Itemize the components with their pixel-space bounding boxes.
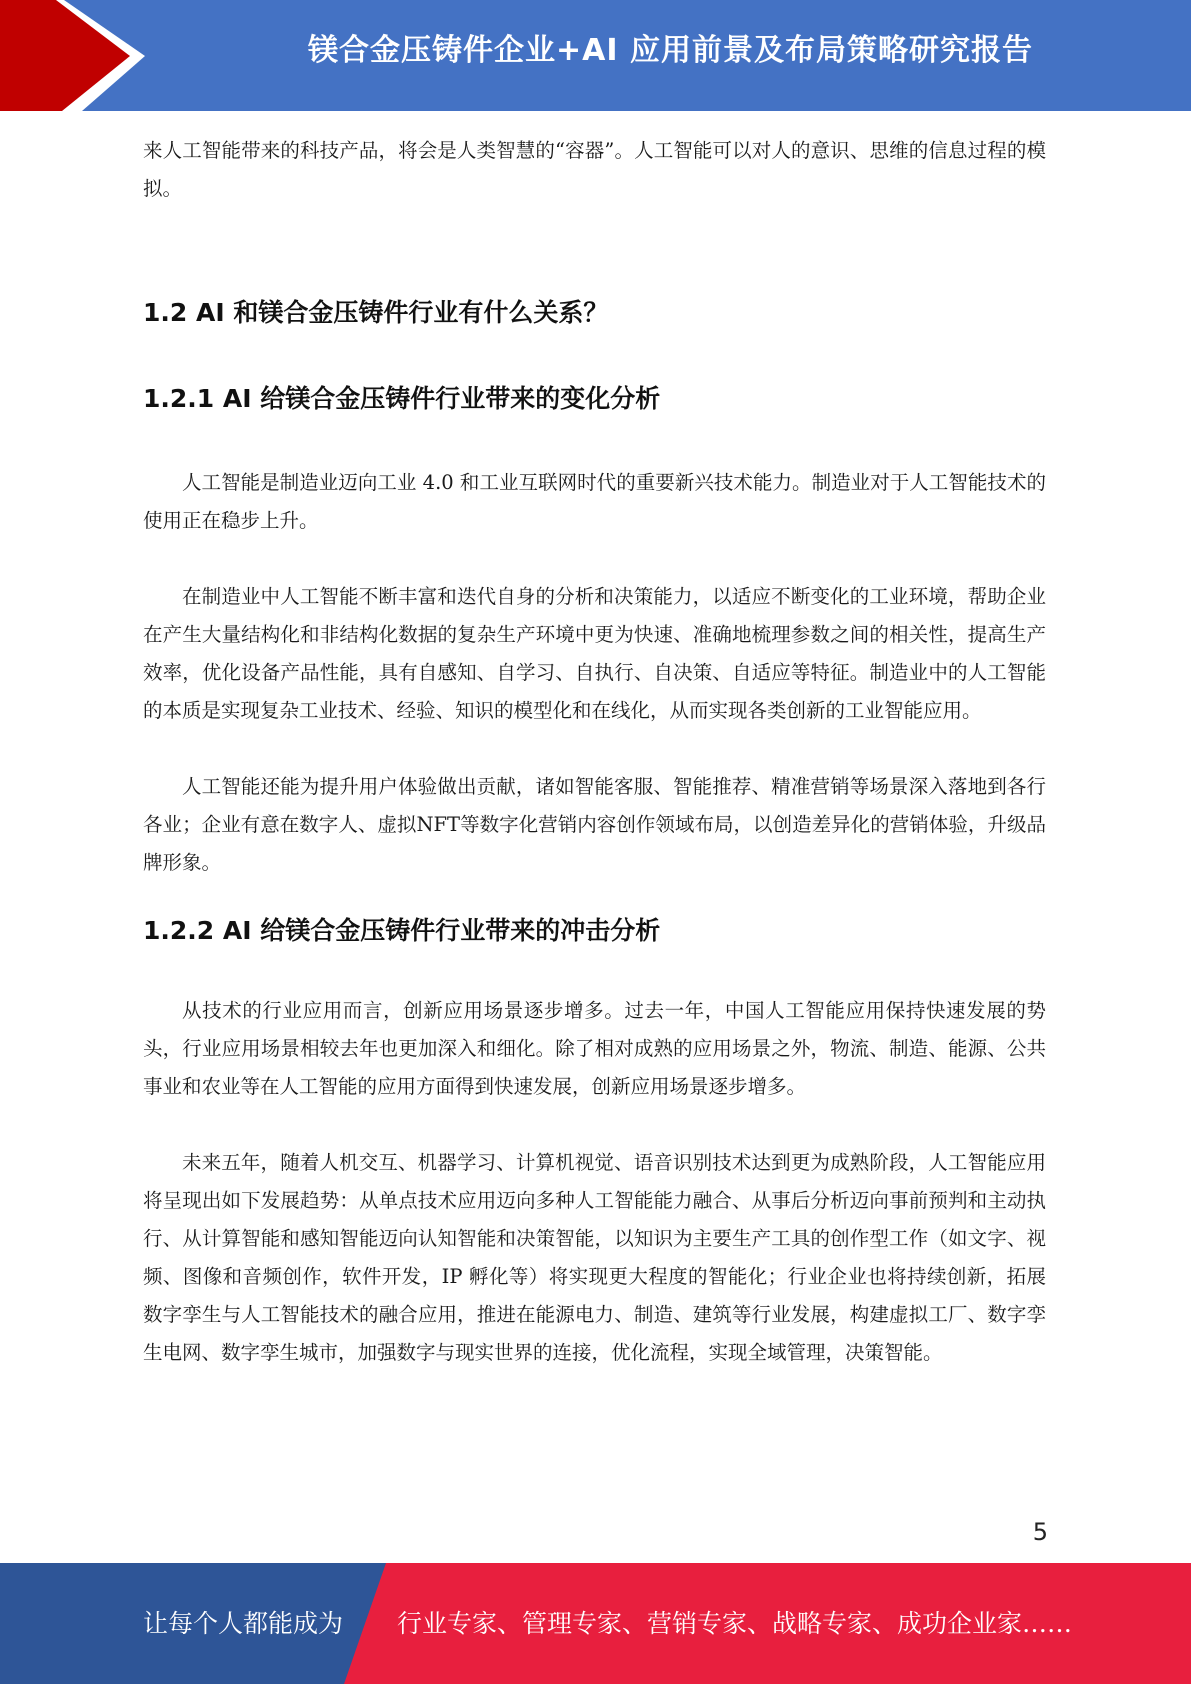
paragraph: 未来五年，随着人机交互、机器学习、计算机视觉、语音识别技术达到更为成熟阶段，人工智能应用将呈现出如下发展趋势：从单点技术应用迈向多种人工智能能力融合、从事后分析迈向事前预判和主动执行、从计算智能和感知智能迈向认知智能和决策智能，以知识为主要生产工具的创作型工作（如文字、视频、图像和音频创作，软件开发，IP 孵化等）将实现更大程度的智能化；行业企业也将持续创新，拓展数字孪生与人工智能技术的融合应用，推进在能源电力、制造、建筑等行业发展，构建虚拟工厂、数字孪生电网、数字孪生城市，加强数字与现实世界的连接，优化流程，实现全域管理，决策智能。 (143, 1151, 1046, 1364)
section-heading-1-2: 1.2 AI 和镁合金压铸件行业有什么关系？ (143, 298, 609, 327)
page-header (0, 0, 1191, 111)
header-chevron-graphic (0, 0, 150, 111)
page-footer (0, 1563, 1191, 1684)
page-body (143, 132, 1046, 1372)
section-heading-1-2-1: 1.2.1 AI 给镁合金压铸件行业带来的变化分析 (143, 384, 661, 413)
footer-slogan-left: 让每个人都能成为 (143, 1609, 344, 1638)
page-number: 5 (1032, 1518, 1048, 1546)
paragraph: 在制造业中人工智能不断丰富和迭代自身的分析和决策能力，以适应不断变化的工业环境，帮助企业在产生大量结构化和非结构化数据的复杂生产环境中更为快速、准确地梳理参数之间的相关性，提高生产效率，优化设备产品性能，具有自感知、自学习、自执行、自决策、自适应等特征。制造业中的人工智能的本质是实现复杂工业技术、经验、知识的模型化和在线化，从而实现各类创新的工业智能应用。 (143, 585, 1046, 722)
section-heading-1-2-2: 1.2.2 AI 给镁合金压铸件行业带来的冲击分析 (143, 916, 661, 945)
paragraph: 人工智能是制造业迈向工业 4.0 和工业互联网时代的重要新兴技术能力。制造业对于人工智能技术的使用正在稳步上升。 (143, 471, 1046, 532)
intro-paragraph: 来人工智能带来的科技产品，将会是人类智慧的“容器”。人工智能可以对人的意识、思维的信息过程的模拟。 (143, 139, 1046, 200)
report-title: 镁合金压铸件企业+AI 应用前景及布局策略研究报告 (308, 33, 1033, 68)
paragraph: 从技术的行业应用而言，创新应用场景逐步增多。过去一年，中国人工智能应用保持快速发展的势头，行业应用场景相较去年也更加深入和细化。除了相对成熟的应用场景之外，物流、制造、能源、公共事业和农业等在人工智能的应用方面得到快速发展，创新应用场景逐步增多。 (143, 999, 1046, 1098)
paragraph: 人工智能还能为提升用户体验做出贡献，诸如智能客服、智能推荐、精准营销等场景深入落地到各行各业；企业有意在数字人、虚拟NFT等数字化营销内容创作领域布局，以创造差异化的营销体验，升级品牌形象。 (143, 775, 1046, 874)
footer-slogan-right: 行业专家、管理专家、营销专家、战略专家、成功企业家…… (397, 1609, 1073, 1638)
